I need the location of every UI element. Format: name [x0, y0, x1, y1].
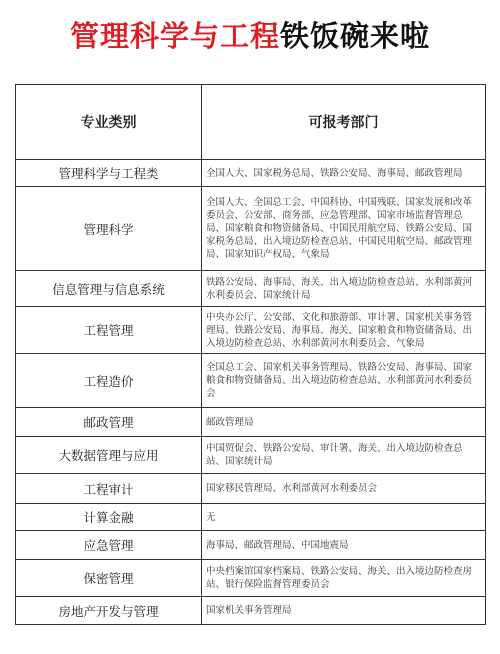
- header-departments: 可报考部门: [202, 85, 486, 160]
- departments-cell: 全国总工会、国家机关事务管理局、铁路公安局、海事局、国家粮食和物资储备局、出入境边防检查总站、水利部黄河水利委员会: [202, 354, 486, 408]
- table-row: [16, 437, 486, 474]
- category-cell: 保密管理: [16, 560, 202, 597]
- departments-cell: 国家移民管理局、水利部黄河水利委员会: [202, 474, 486, 504]
- table-row: [16, 354, 486, 408]
- category-cell: 信息管理与信息系统: [16, 271, 202, 307]
- table-row: [16, 408, 486, 437]
- departments-cell: 国家机关事务管理局: [202, 597, 486, 625]
- departments-cell: 铁路公安局、海事局、海关、出入境边防检查总站、水利部黄河水利委员会、国家统计局: [202, 271, 486, 307]
- category-cell: 房地产开发与管理: [16, 597, 202, 625]
- departments-cell: 中国贸促会、铁路公安局、审计署、海关、出入境边防检查总站、国家统计局: [202, 437, 486, 474]
- category-cell: 工程审计: [16, 474, 202, 504]
- table-row: [16, 531, 486, 560]
- category-cell: 计算金融: [16, 504, 202, 531]
- table-row: [16, 474, 486, 504]
- departments-cell: 邮政管理局: [202, 408, 486, 437]
- category-cell: 管理科学与工程类: [16, 160, 202, 187]
- departments-cell: 无: [202, 504, 486, 531]
- title-part-black: 铁饭碗来啦: [280, 19, 431, 53]
- table-row: [16, 160, 486, 187]
- table-row: [16, 597, 486, 625]
- category-cell: 邮政管理: [16, 408, 202, 437]
- table-row: [16, 504, 486, 531]
- title-part-red: 管理科学与工程: [69, 19, 280, 53]
- page-title: [0, 14, 500, 55]
- table-row: [16, 187, 486, 271]
- category-cell: 大数据管理与应用: [16, 437, 202, 474]
- header-category: 专业类别: [16, 85, 202, 160]
- category-cell: 工程造价: [16, 354, 202, 408]
- category-cell: 工程管理: [16, 307, 202, 354]
- majors-table: [15, 84, 486, 625]
- table-row: [16, 560, 486, 597]
- table-header-row: [16, 85, 486, 160]
- table-row: [16, 307, 486, 354]
- category-cell: 应急管理: [16, 531, 202, 560]
- departments-cell: 中央档案馆国家档案局、铁路公安局、海关、出入境边防检查房站、银行保险监督管理委员会: [202, 560, 486, 597]
- category-cell: 管理科学: [16, 187, 202, 271]
- departments-cell: 海事局、邮政管理局、中国地震局: [202, 531, 486, 560]
- departments-cell: 中央办公厅、公安部、文化和旅游部、审计署、国家机关事务管理局、铁路公安局、海事局、海关、国家粮食和物资储备局、出入境边防检查总站、水利部黄河水利委员会、气象局: [202, 307, 486, 354]
- departments-cell: 全国人大、国家税务总局、铁路公安局、海事局、邮政管理局: [202, 160, 486, 187]
- departments-cell: 全国人大、全国总工会、中国科协、中国残联、国家发展和改革委员会、公安部、商务部、应急管理部、国家市场监督管理总局、国家粮食和物资储备局、中国民用航空局、铁路公安局、国家税务总局、出入境边防检查总站、中国民用航空局、邮政管理局、国家知识产权局、气象局: [202, 187, 486, 271]
- table-row: [16, 271, 486, 307]
